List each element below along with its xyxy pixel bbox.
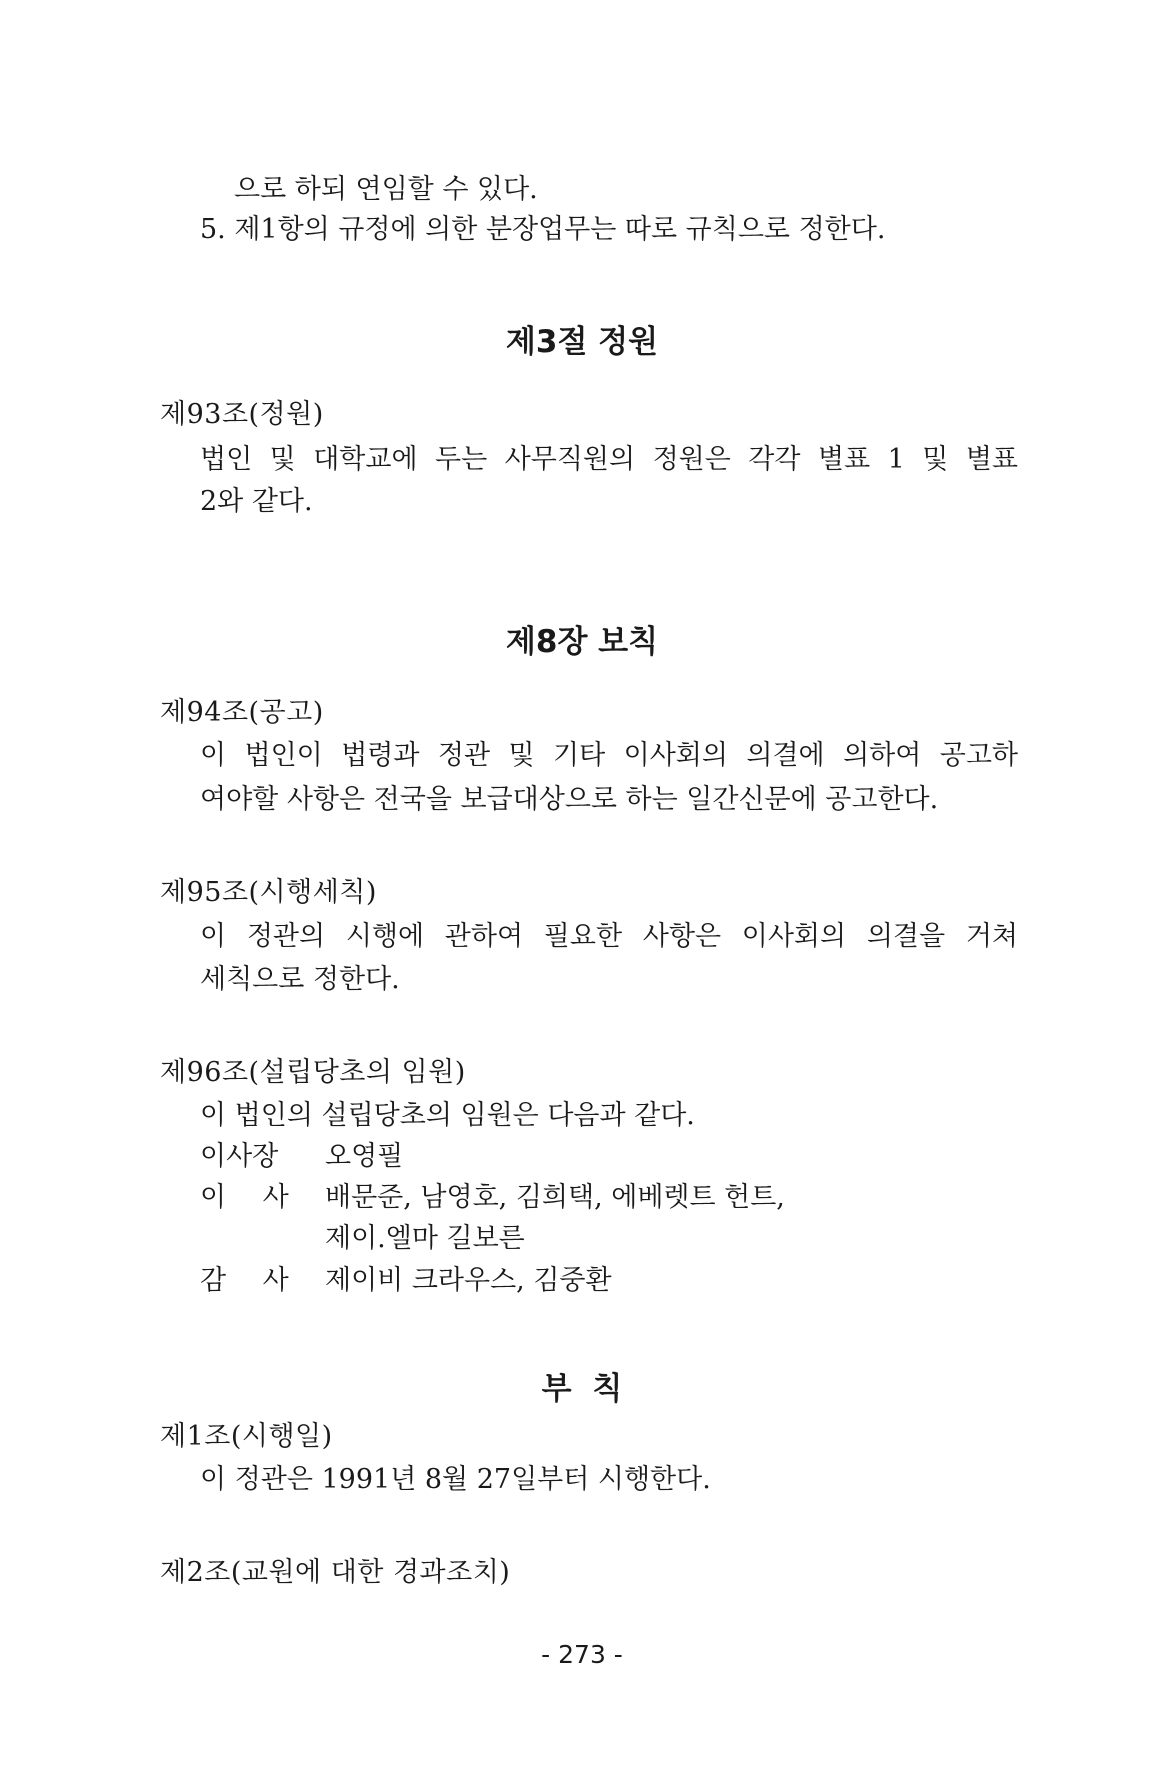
supplementary-title: 부 칙 (541, 1371, 623, 1407)
article-heading: 제95조(시행세칙) (160, 877, 377, 908)
article-body-line: 2와 같다. (200, 486, 313, 517)
article-heading: 제1조(시행일) (160, 1421, 333, 1452)
article-body-line: 여야할 사항은 전국을 보급대상으로 하는 일간신문에 공고한다. (200, 784, 939, 815)
officer-role-label: 이 사 (200, 1182, 289, 1213)
article-heading: 제96조(설립당초의 임원) (160, 1057, 466, 1088)
article-heading: 제94조(공고) (160, 697, 324, 728)
article-heading: 제2조(교원에 대한 경과조치) (160, 1557, 511, 1588)
article-body-line: 이 법인이 법령과 정관 및 기타 이사회의 의결에 의하여 공고하 (200, 740, 1018, 771)
page-number: - 273 - (541, 1640, 623, 1669)
officer-names: 배문준, 남영호, 김희택, 에베렛트 헌트, (325, 1182, 785, 1213)
section-title: 제3절 정원 (505, 324, 659, 360)
continuation-line-1: 으로 하되 연임할 수 있다. (234, 174, 538, 205)
article-body-line: 세칙으로 정한다. (200, 964, 400, 995)
article-body-line: 이 정관은 1991년 8월 27일부터 시행한다. (200, 1464, 711, 1495)
officer-names: 오영필 (325, 1141, 404, 1172)
officer-role-label: 이사장 (200, 1141, 279, 1172)
officer-names: 제이.엘마 길보른 (325, 1223, 525, 1254)
officer-names: 제이비 크라우스, 김중환 (325, 1265, 612, 1296)
article-body-line: 법인 및 대학교에 두는 사무직원의 정원은 각각 별표 1 및 별표 (200, 444, 1018, 475)
article-body-line: 이 정관의 시행에 관하여 필요한 사항은 이사회의 의결을 거쳐 (200, 921, 1018, 952)
article-body-line: 이 법인의 설립당초의 임원은 다음과 같다. (200, 1100, 695, 1131)
continuation-line-2: 5. 제1항의 규정에 의한 분장업무는 따로 규칙으로 정한다. (200, 214, 886, 245)
article-heading: 제93조(정원) (160, 399, 324, 430)
officer-role-label: 감 사 (200, 1265, 289, 1296)
chapter-title: 제8장 보칙 (505, 624, 659, 660)
